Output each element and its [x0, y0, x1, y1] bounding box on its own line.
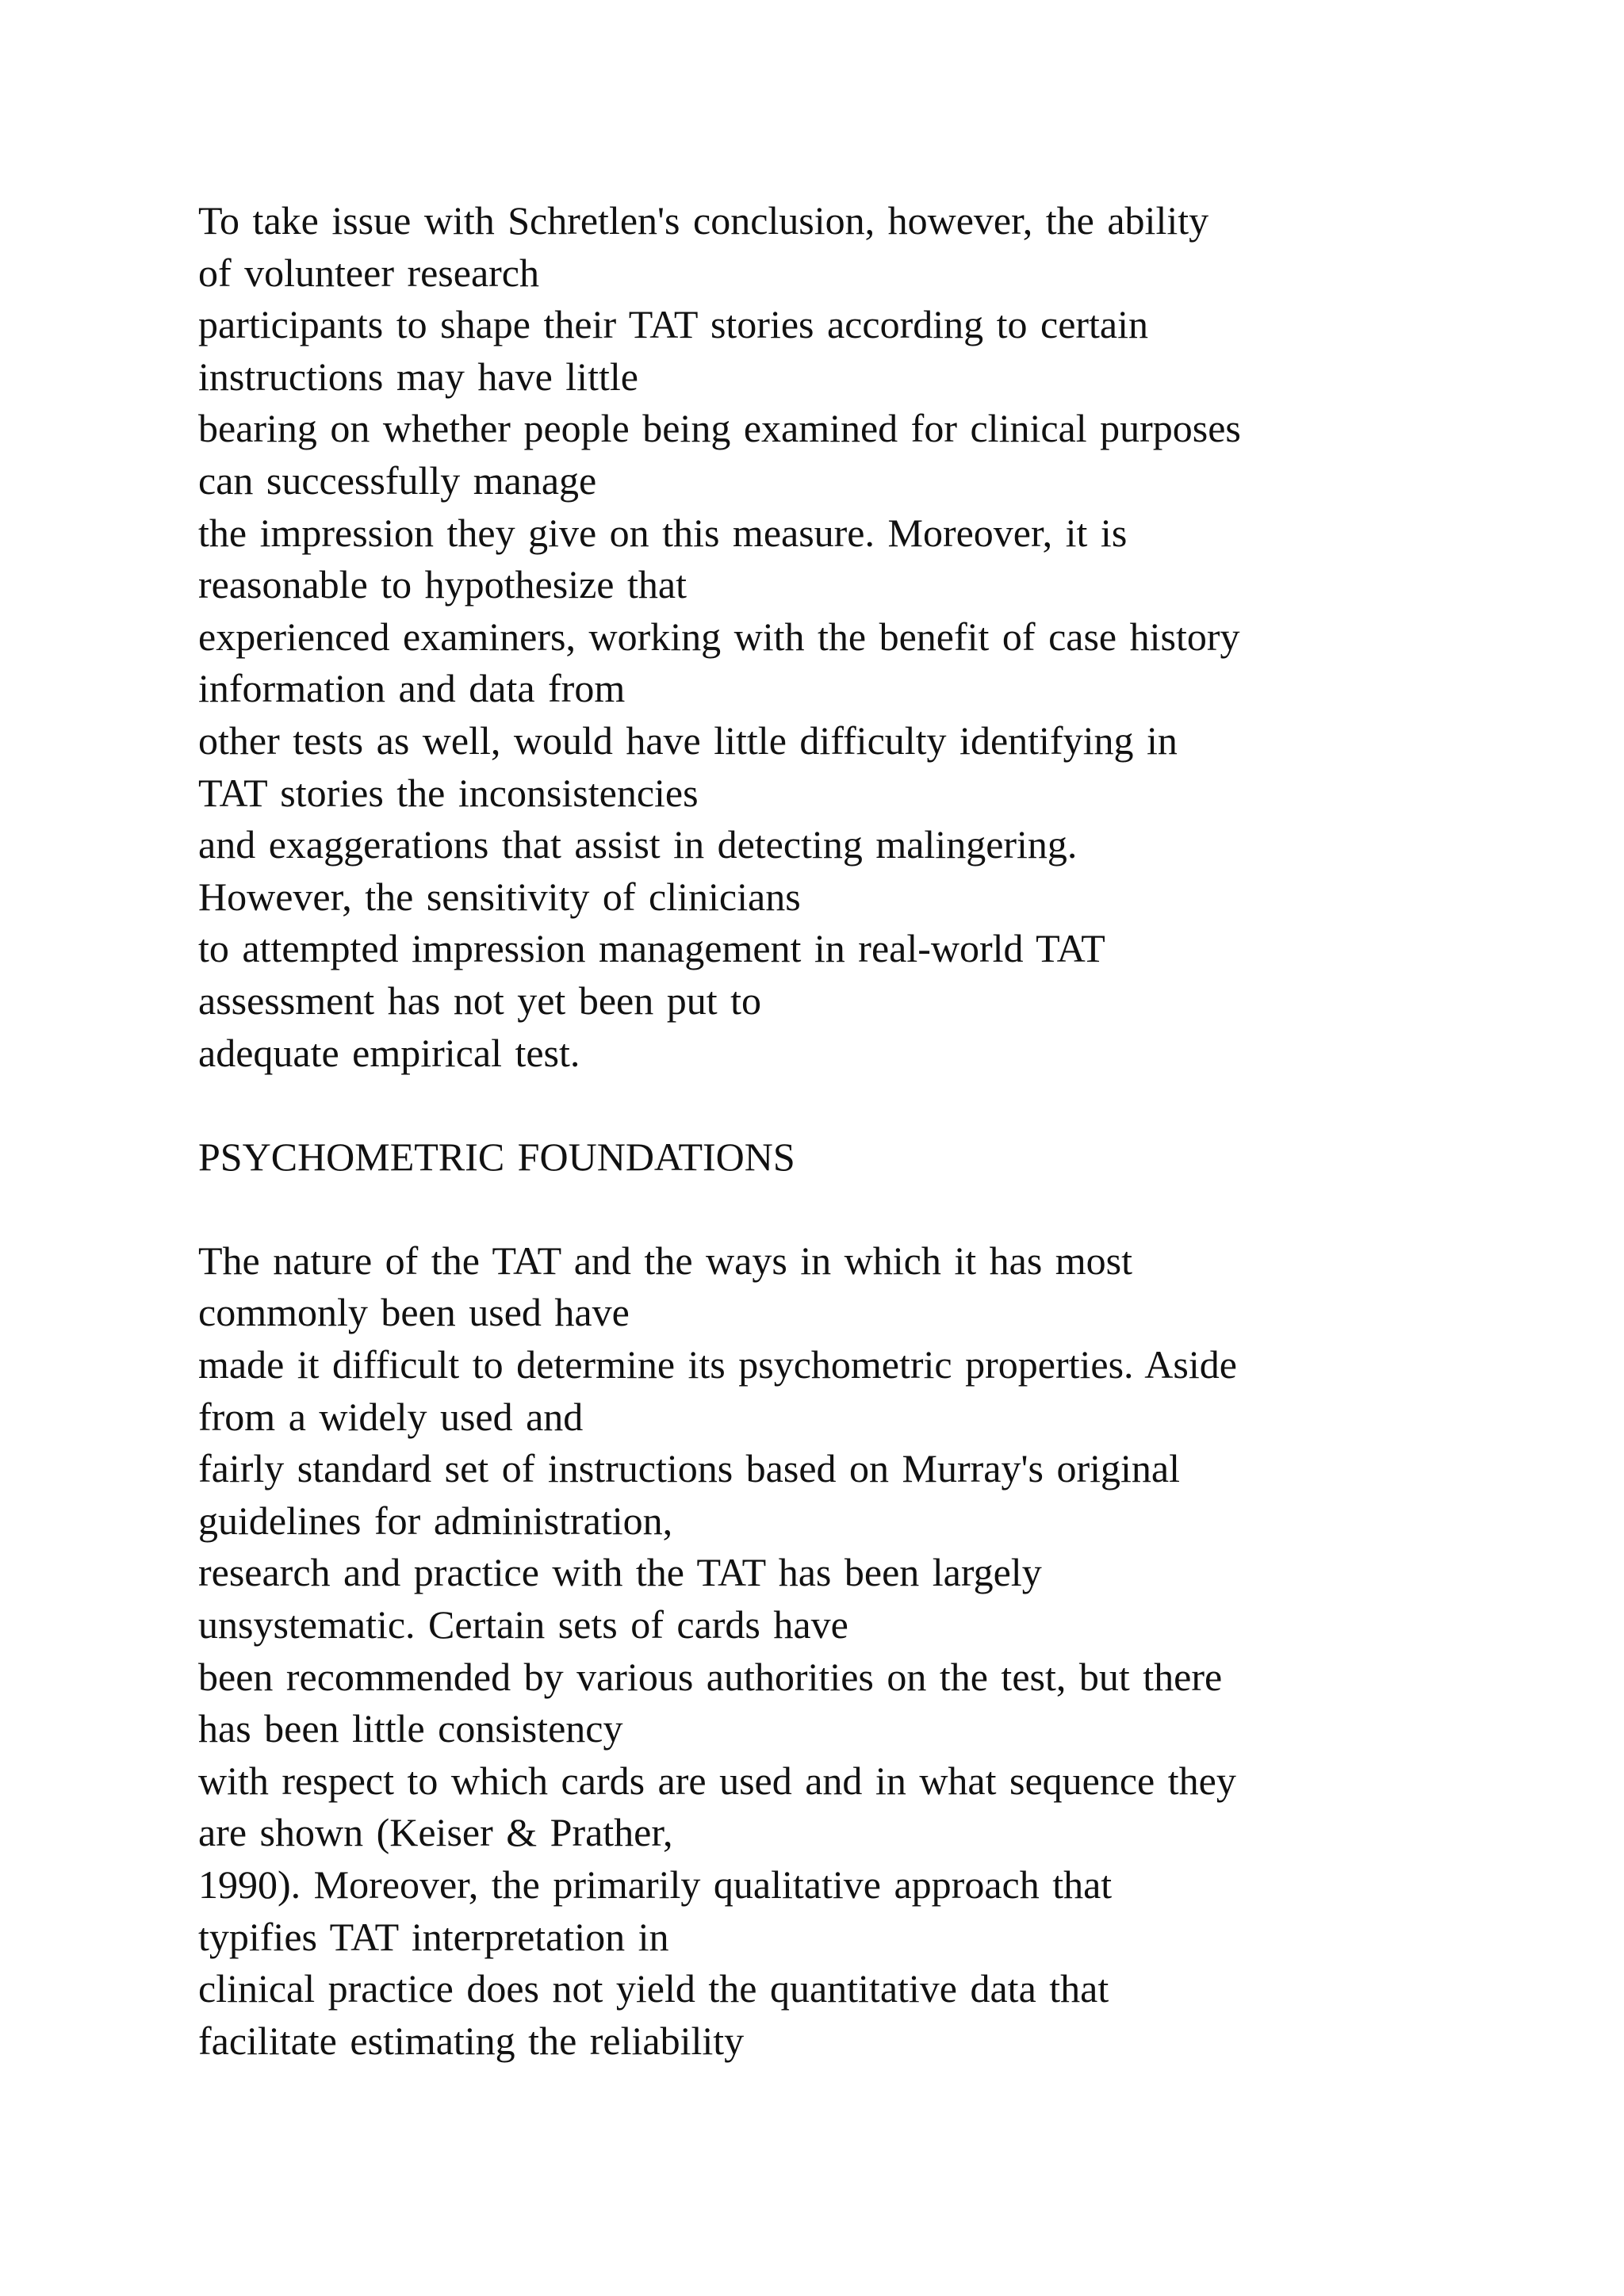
- text-line: has been little consistency: [198, 1706, 623, 1751]
- text-line: adequate empirical test.: [198, 1030, 580, 1075]
- text-line: commonly been used have: [198, 1290, 630, 1335]
- text-line: and exaggerations that assist in detecting malingering.: [198, 822, 1078, 867]
- text-line: TAT stories the inconsistencies: [198, 770, 699, 815]
- text-line: made it difficult to determine its psychometric properties. Aside: [198, 1342, 1237, 1387]
- text-line: 1990). Moreover, the primarily qualitative approach that: [198, 1862, 1113, 1907]
- text-line: can successfully manage: [198, 457, 597, 503]
- text-line: To take issue with Schretlen's conclusion, however, the ability: [198, 198, 1209, 243]
- document-body: [198, 195, 1515, 2067]
- text-line: experienced examiners, working with the benefit of case history: [198, 614, 1240, 659]
- text-line: research and practice with the TAT has been largely: [198, 1550, 1042, 1595]
- text-line: information and data from: [198, 666, 626, 711]
- text-line: participants to shape their TAT stories according to certain: [198, 302, 1149, 347]
- text-line: fairly standard set of instructions based on Murray's original: [198, 1446, 1180, 1491]
- text-line: facilitate estimating the reliability: [198, 2018, 745, 2063]
- paragraph-psychometric-foundations: [198, 1235, 1515, 2068]
- text-line: However, the sensitivity of clinicians: [198, 874, 801, 919]
- text-line: reasonable to hypothesize that: [198, 562, 687, 607]
- text-line: typifies TAT interpretation in: [198, 1914, 669, 1959]
- text-line: to attempted impression management in real-world TAT: [198, 926, 1105, 971]
- text-line: guidelines for administration,: [198, 1498, 673, 1543]
- text-line: unsystematic. Certain sets of cards have: [198, 1602, 848, 1647]
- section-heading: PSYCHOMETRIC FOUNDATIONS: [198, 1134, 795, 1179]
- text-line: other tests as well, would have little difficulty identifying in: [198, 718, 1178, 763]
- text-line: are shown (Keiser & Prather,: [198, 1810, 673, 1855]
- text-line: clinical practice does not yield the quantitative data that: [198, 1966, 1109, 2011]
- text-line: assessment has not yet been put to: [198, 978, 761, 1023]
- paragraph-spacer: [198, 1079, 1515, 1131]
- text-line: the impression they give on this measure. Moreover, it is: [198, 510, 1128, 555]
- text-line: with respect to which cards are used and in what sequence they: [198, 1758, 1236, 1803]
- text-line: been recommended by various authorities on the test, but there: [198, 1654, 1223, 1699]
- text-line: of volunteer research: [198, 250, 539, 295]
- paragraph-spacer: [198, 1183, 1515, 1235]
- text-line: bearing on whether people being examined for clinical purposes: [198, 406, 1241, 451]
- text-line: instructions may have little: [198, 354, 638, 399]
- text-line: from a widely used and: [198, 1394, 584, 1439]
- paragraph-impression-management: [198, 195, 1515, 1079]
- text-line: The nature of the TAT and the ways in which it has most: [198, 1238, 1133, 1283]
